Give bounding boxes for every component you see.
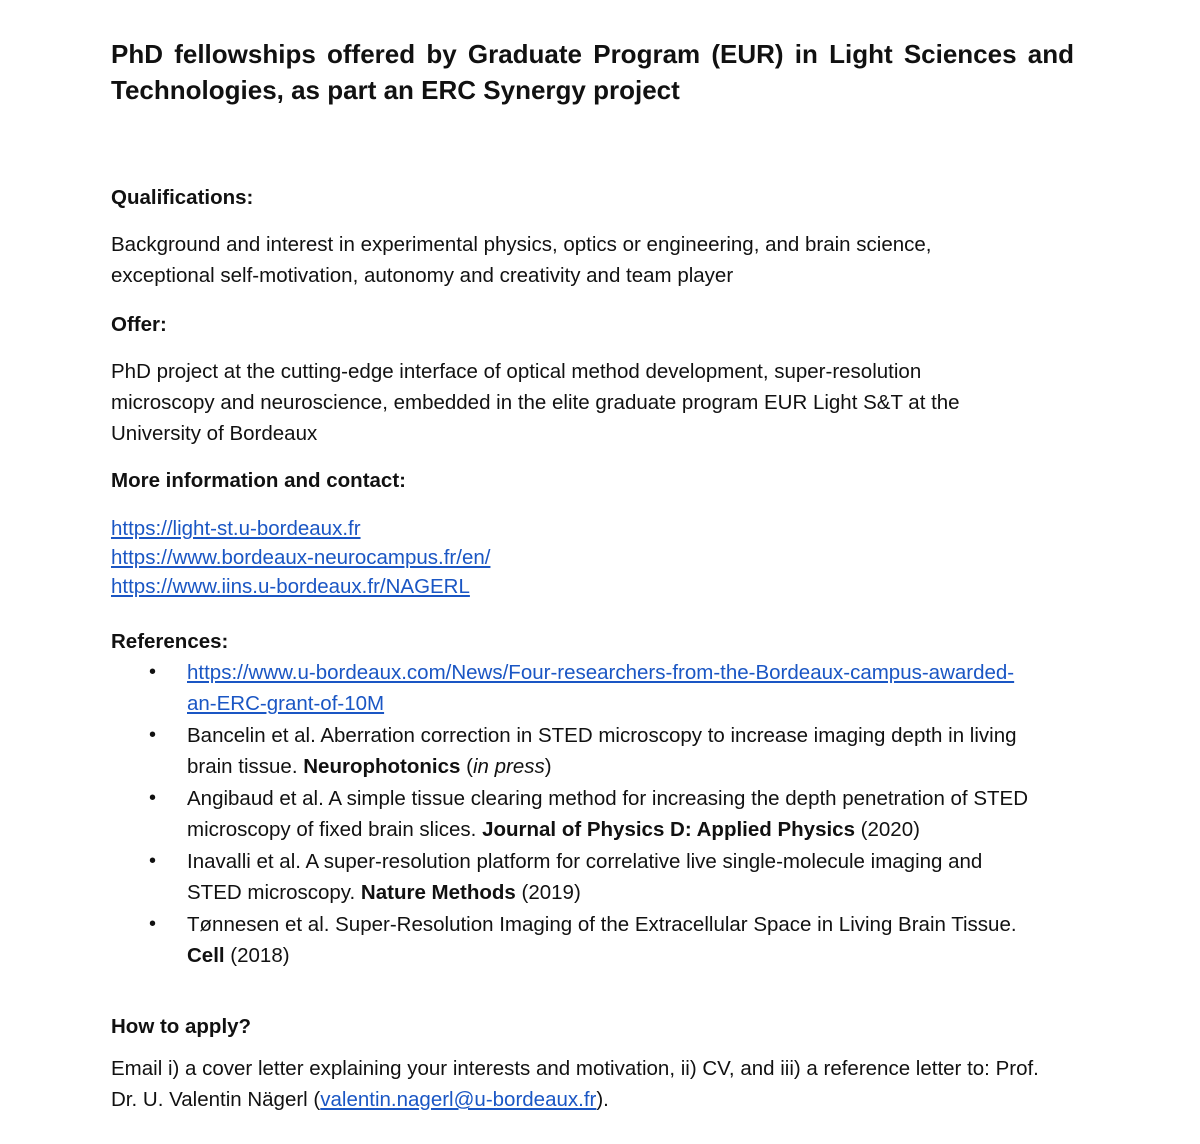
qualifications-line-1: Background and interest in experimental physics, optics or engineering, and brain science, bbox=[111, 233, 932, 256]
reference-journal: Journal of Physics D: Applied Physics bbox=[482, 818, 855, 841]
references-section bbox=[111, 628, 1091, 656]
apply-section bbox=[111, 1013, 1091, 1041]
apply-text bbox=[111, 1053, 1111, 1115]
link-iins-nagerl[interactable]: https://www.iins.u-bordeaux.fr/NAGERL bbox=[111, 575, 470, 598]
reference-text: Angibaud et al. A simple tissue clearing method for increasing the depth penetration of STED bbox=[187, 787, 1029, 810]
references-list-wrap bbox=[111, 657, 1111, 972]
reference-item: • Tønnesen et al. Super-Resolution Imaging of the Extracellular Space in Living Brain Tissue. Cell (2018) bbox=[111, 909, 1087, 971]
reference-text: Inavalli et al. A super-resolution platform for correlative live single-molecule imaging and bbox=[187, 850, 983, 873]
references-list bbox=[111, 657, 1111, 971]
link-neurocampus[interactable]: https://www.bordeaux-neurocampus.fr/en/ bbox=[111, 546, 491, 569]
bullet-icon: • bbox=[149, 661, 157, 683]
contact-links bbox=[111, 514, 1091, 601]
contact-section bbox=[111, 467, 1091, 495]
qualifications-heading: Qualifications: bbox=[111, 186, 254, 209]
email-link[interactable]: valentin.nagerl@u-bordeaux.fr bbox=[320, 1088, 597, 1111]
offer-line-1: PhD project at the cutting-edge interface of optical method development, super-resolution bbox=[111, 360, 922, 383]
apply-heading: How to apply? bbox=[111, 1015, 252, 1038]
page-title: PhD fellowships offered by Graduate Program (EUR) in Light Sciences and Technologies, as part an ERC Synergy project bbox=[111, 39, 1074, 105]
contact-heading: More information and contact: bbox=[111, 469, 406, 492]
reference-text: Bancelin et al. Aberration correction in STED microscopy to increase imaging depth in living bbox=[187, 724, 1017, 747]
qualifications-section bbox=[111, 184, 1091, 212]
offer-text bbox=[111, 356, 1091, 449]
qualifications-line-2: exceptional self-motivation, autonomy and creativity and team player bbox=[111, 264, 734, 287]
reference-item bbox=[111, 657, 1087, 719]
offer-heading: Offer: bbox=[111, 313, 167, 336]
link-ubordeaux-news[interactable]: https://www.u-bordeaux.com/News/Four-researchers-from-the-Bordeaux-campus-awarded- an-ERC-grant-of-10M bbox=[187, 661, 1015, 715]
bullet-icon: • bbox=[149, 913, 157, 935]
reference-journal: Nature Methods bbox=[360, 881, 516, 904]
reference-text: Tønnesen et al. Super-Resolution Imaging of the Extracellular Space in Living Brain Tissue. bbox=[187, 913, 1017, 936]
bullet-icon: • bbox=[149, 787, 157, 809]
reference-status: in press bbox=[472, 755, 545, 778]
bullet-icon: • bbox=[149, 724, 157, 746]
apply-line-1: Email i) a cover letter explaining your interests and motivation, ii) CV, and iii) a reference letter to: Prof. bbox=[111, 1057, 1039, 1080]
apply-line-2: Dr. U. Valentin Nägerl (valentin.nagerl@u-bordeaux.fr). bbox=[111, 1088, 609, 1111]
offer-line-3: University of Bordeaux bbox=[111, 422, 318, 445]
offer-section bbox=[111, 311, 1091, 339]
qualifications-text bbox=[111, 229, 1091, 291]
reference-item: • Angibaud et al. A simple tissue clearing method for increasing the depth penetration of STED microscopy of fixed brain slices. Journal of Physics D: Applied Physics (2020) bbox=[111, 783, 1087, 845]
references-heading: References: bbox=[111, 630, 229, 653]
reference-journal: Neurophotonics bbox=[303, 755, 461, 778]
link-light-st[interactable]: https://light-st.u-bordeaux.fr bbox=[111, 517, 361, 540]
bullet-icon: • bbox=[149, 850, 157, 872]
reference-item: • Bancelin et al. Aberration correction in STED microscopy to increase imaging depth in living brain tissue. Neurophotonics (in press) bbox=[111, 720, 1087, 782]
reference-journal: Cell bbox=[187, 944, 225, 967]
reference-item: • Inavalli et al. A super-resolution platform for correlative live single-molecule imaging and STED microscopy. Nature Methods (2019) bbox=[111, 846, 1087, 908]
offer-line-2: microscopy and neuroscience, embedded in the elite graduate program EUR Light S&T at the bbox=[111, 391, 960, 414]
